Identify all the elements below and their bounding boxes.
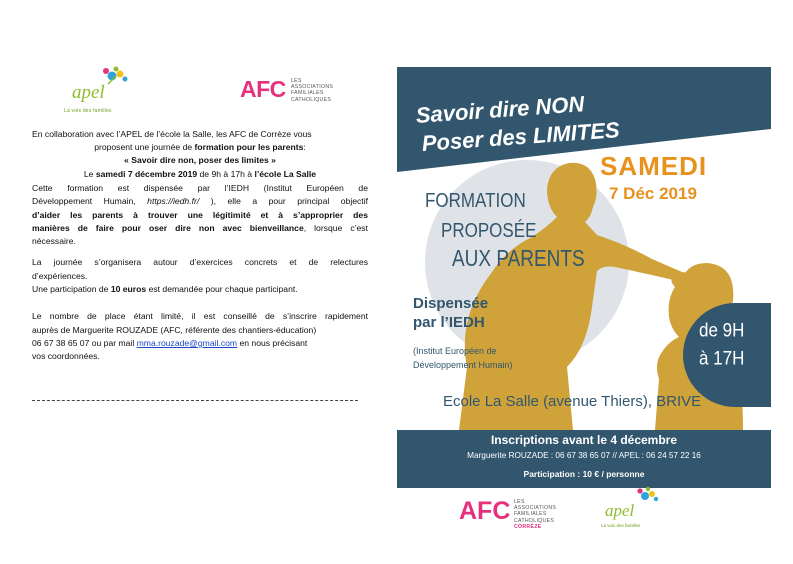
flyer-apel-tagline: La voix des familles xyxy=(601,523,641,528)
flyer-location: Ecole La Salle (avenue Thiers), BRIVE xyxy=(443,393,702,410)
body-line-14: auprès de Marguerite ROUZADE (AFC, référente des chantiers-éducation) xyxy=(32,325,317,335)
flyer-inscriptions: Inscriptions avant le 4 décembre xyxy=(490,433,678,447)
flyer-afc-text: AFC xyxy=(459,497,511,525)
flyer-contacts: Marguerite ROUZADE : 06 67 38 65 07 // APEL : 06 24 57 22 16 xyxy=(467,451,701,460)
body-line-10: La journée s’organisera autour d’exercices concrets et de relectures xyxy=(32,257,368,267)
email-link[interactable]: mma.rouzade@gmail.com xyxy=(136,338,238,348)
flyer-day: SAMEDI xyxy=(600,151,708,181)
flyer-participation: Participation : 10 € / personne xyxy=(523,469,645,479)
flyer-title-line2: Poser des LIMITES xyxy=(421,117,621,156)
flyer xyxy=(397,67,771,562)
dashed-divider xyxy=(32,400,358,401)
flyer-afc-subtitle: LES ASSOCIATIONS FAMILIALES CATHOLIQUES CORRÈZE xyxy=(514,499,557,530)
flyer-date: 7 Déc 2019 xyxy=(609,184,697,203)
body-line-15: 06 67 38 65 07 ou par mail mma.rouzade@gmail.com en nous précisant xyxy=(32,338,308,348)
intro-line-1: En collaboration avec l’APEL de l’école la Salle, les AFC de Corrèze vous xyxy=(32,129,312,139)
flyer-institut-2: Développement Humain) xyxy=(413,360,513,370)
iedh-url[interactable]: https://iedh.fr/ xyxy=(147,196,200,206)
afc-logo-subtitle: LES ASSOCIATIONS FAMILIALES CATHOLIQUES xyxy=(291,78,334,103)
afc-logo-text: AFC xyxy=(240,76,286,102)
afc-logo xyxy=(240,76,360,106)
body-line-9: nécessaire. xyxy=(32,236,76,246)
body-line-13: Le nombre de place étant limité, il est conseillé de s’inscrire rapidement xyxy=(32,311,368,321)
apel-logo-text: apel xyxy=(72,82,105,103)
date-line: Le samedi 7 décembre 2019 de 9h à 17h à l’école La Salle xyxy=(83,169,317,179)
intro-line-2: proposent une journée de formation pour les parents: xyxy=(94,142,306,152)
body-line-5: Cette formation est dispensée par l’IEDH (Institut Européen de xyxy=(32,183,368,193)
left-page xyxy=(0,0,380,564)
body-line-7: d’aider les parents à trouver une légitimité et à s’approprier des xyxy=(32,210,368,220)
body-line-12: Une participation de 10 euros est demandée pour chaque participant. xyxy=(32,284,298,294)
body-line-8: manières de faire pour oser dire non avec bienveillance, lorsque c’est xyxy=(32,223,368,233)
flyer-dispensee-2: par l’IEDH xyxy=(413,314,485,331)
flyer-formation-1: FORMATION xyxy=(425,189,526,212)
flyer-institut-1: (Institut Européen de xyxy=(413,346,497,356)
flyer-apel-logo xyxy=(595,485,675,529)
formation-title: « Savoir dire non, poser des limites » xyxy=(124,155,276,165)
apel-logo xyxy=(50,66,160,116)
apel-logo-tagline: La voix des familles xyxy=(64,108,112,114)
flyer-apel-text: apel xyxy=(605,501,635,520)
body-line-6: Développement Humain, https://iedh.fr/ ), elle a pour principal objectif xyxy=(32,196,368,206)
body-line-16: vos coordonnées. xyxy=(32,351,100,361)
flyer-formation-2: PROPOSÉE xyxy=(441,219,537,242)
flyer-afc-logo xyxy=(459,497,589,533)
flyer-title-line1: Savoir dire NON xyxy=(415,91,586,128)
flyer-time-1: de 9H xyxy=(699,319,745,341)
body-line-11: d’expériences. xyxy=(32,271,88,281)
flyer-dispensee-1: Dispensée xyxy=(413,295,489,312)
flyer-time-2: à 17H xyxy=(699,347,745,369)
flyer-formation-3: AUX PARENTS xyxy=(452,247,585,273)
